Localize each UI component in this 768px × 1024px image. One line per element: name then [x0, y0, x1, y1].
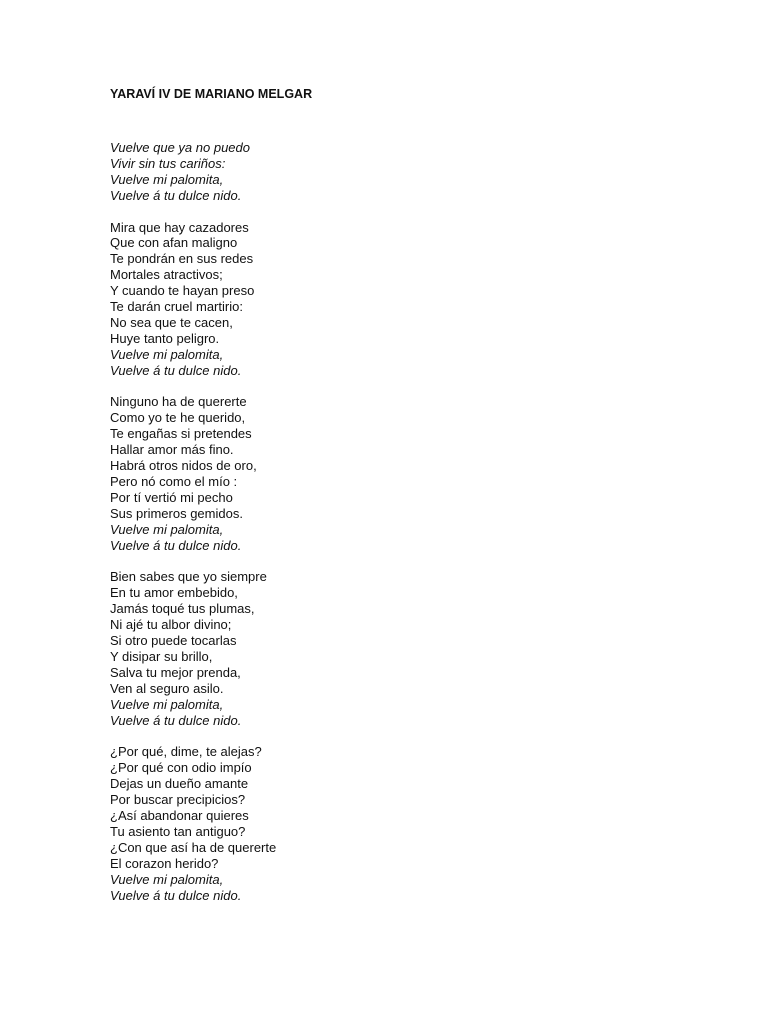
poem-refrain-line: Vuelve á tu dulce nido. — [110, 712, 242, 728]
poem-refrain-line: Vuelve que ya no puedo — [110, 140, 250, 155]
poem-line: Sus primeros gemidos. — [110, 505, 243, 521]
poem-line: Jamás toqué tus plumas, — [110, 601, 255, 617]
poem-line: En tu amor embebido, — [110, 585, 238, 601]
poem-line: Hallar amor más fino. — [110, 442, 234, 458]
poem-line: Habrá otros nidos de oro, — [110, 458, 257, 474]
poem-line: Huye tanto peligro. — [110, 330, 220, 346]
poem-line: Pero nó como el mío : — [110, 474, 238, 489]
poem-line: Que con afan maligno — [110, 235, 238, 251]
poem-refrain-line: Vuelve mi palomita, — [110, 696, 224, 712]
poem-refrain-line: Vuelve mi palomita, — [110, 346, 224, 362]
poem-line: ¿Con que así ha de quererte — [110, 839, 277, 855]
poem-refrain-line: Vuelve á tu dulce nido. — [110, 537, 242, 553]
poem-refrain-line: Vuelve mi palomita, — [110, 871, 224, 887]
poem-line: Mortales atractivos; — [110, 267, 223, 283]
poem-line: Te engañas si pretendes — [110, 426, 252, 442]
poem-stanza — [110, 394, 276, 553]
poem-line: Te darán cruel martirio: — [110, 299, 243, 315]
document-title: YARAVÍ IV DE MARIANO MELGAR — [110, 87, 313, 101]
poem-line: No sea que te cacen, — [110, 314, 233, 330]
poem-stanza — [110, 140, 276, 204]
poem-line: Bien sabes que yo siempre — [110, 569, 267, 585]
poem-refrain-line: Vuelve á tu dulce nido. — [110, 187, 242, 203]
poem-refrain-line: Vuelve á tu dulce nido. — [110, 887, 242, 903]
poem-line: ¿Así abandonar quieres — [110, 808, 249, 823]
poem-line: Dejas un dueño amante — [110, 776, 249, 792]
poem-line: Tu asiento tan antiguo? — [110, 823, 246, 839]
poem-line: Como yo te he querido, — [110, 410, 246, 426]
poem-line: ¿Por qué con odio impío — [110, 760, 252, 776]
poem-line: Si otro puede tocarlas — [110, 633, 237, 649]
poem-line: ¿Por qué, dime, te alejas? — [110, 744, 262, 760]
poem-line: Por buscar precipicios? — [110, 792, 246, 808]
poem-line: Te pondrán en sus redes — [110, 251, 254, 267]
poem-line: Por tí vertió mi pecho — [110, 489, 233, 505]
poem-stanza — [110, 744, 276, 903]
poem-stanza — [110, 569, 276, 728]
poem-line: Ni ajé tu albor divino; — [110, 617, 232, 633]
poem-line: Y disipar su brillo, — [110, 648, 213, 664]
poem-line: El corazon herido? — [110, 855, 219, 871]
poem-stanza — [110, 220, 276, 379]
poem-refrain-line: Vivir sin tus cariños: — [110, 155, 226, 171]
poem-body — [110, 140, 276, 919]
poem-line: Ven al seguro asilo. — [110, 680, 224, 696]
poem-line: Ninguno ha de quererte — [110, 394, 247, 410]
poem-line: Mira que hay cazadores — [110, 219, 249, 235]
poem-refrain-line: Vuelve á tu dulce nido. — [110, 362, 242, 378]
poem-line: Salva tu mejor prenda, — [110, 664, 241, 680]
poem-refrain-line: Vuelve mi palomita, — [110, 171, 224, 187]
poem-line: Y cuando te hayan preso — [110, 283, 255, 299]
poem-refrain-line: Vuelve mi palomita, — [110, 521, 224, 537]
document-page — [110, 0, 768, 1024]
